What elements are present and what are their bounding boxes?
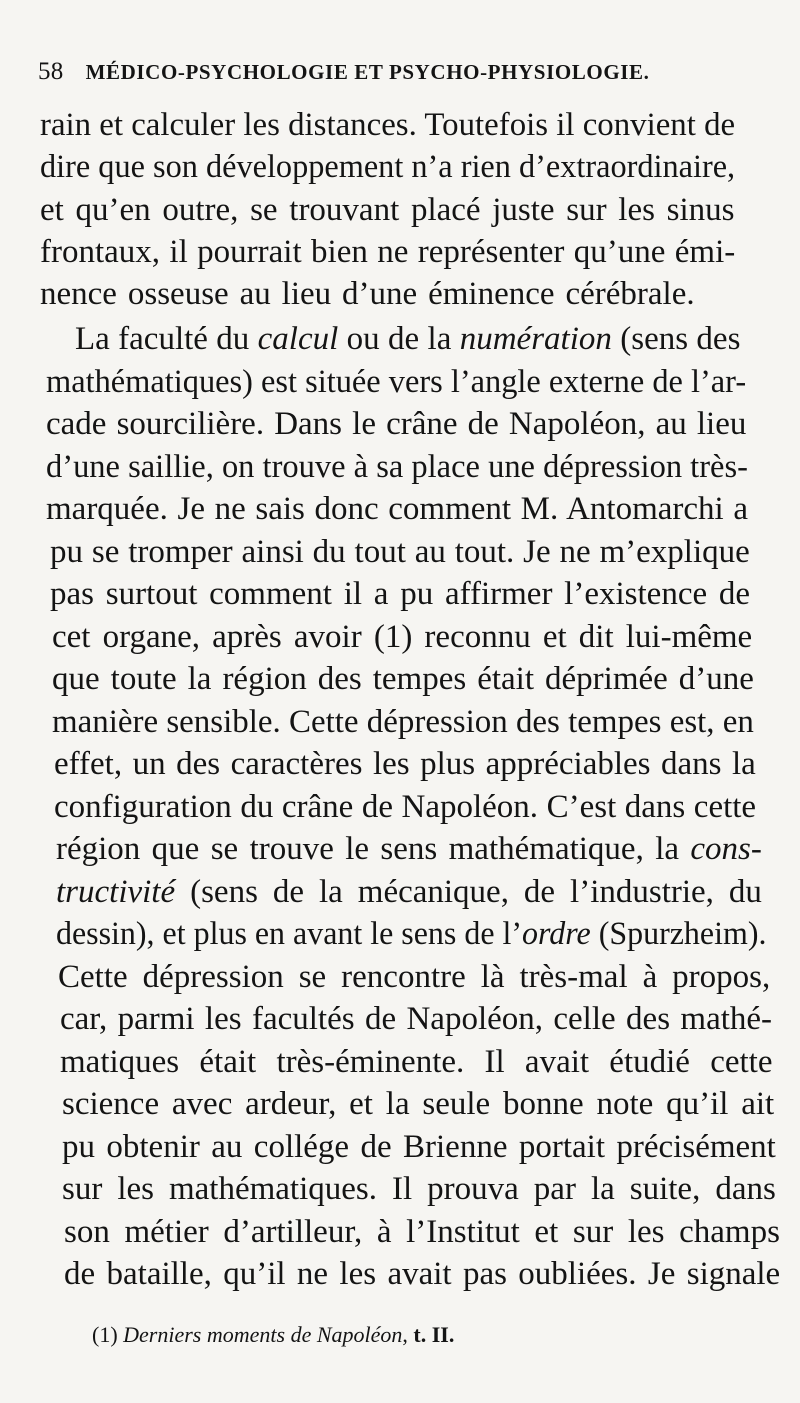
running-header — [38, 58, 738, 90]
italic-term: calcul — [257, 321, 339, 357]
text-line: La faculté du calcul ou de la numération (sens des — [75, 321, 741, 357]
text-line: son métier d’artilleur, à l’Institut et sur les champs — [64, 1214, 780, 1250]
footnote-mark: (1) — [92, 1322, 124, 1347]
footnote-ref: t. II. — [413, 1322, 455, 1347]
footnote-title: Derniers moments de Napoléon — [123, 1322, 403, 1347]
italic-term: ordre — [522, 916, 591, 952]
page-number: 58 — [38, 58, 64, 85]
text-line: d’une saillie, on trouve à sa place une dépression très- — [46, 449, 748, 485]
text-line: région que se trouve le sens mathématique, la cons- — [56, 831, 762, 867]
text-line: de bataille, qu’il ne les avait pas oubliées. Je signale — [64, 1256, 781, 1292]
text-line: manière sensible. Cette dépression des tempes est, en — [52, 704, 754, 740]
text-line: dessin), et plus en avant le sens de l’ordre (Spurzheim). — [56, 916, 767, 952]
italic-term: tructivité — [56, 874, 176, 910]
text-line: pas surtout comment il a pu affirmer l’existence de — [50, 576, 751, 612]
italic-term: cons- — [690, 831, 762, 867]
text-line: nence osseuse au lieu d’une éminence cérébrale. — [40, 276, 695, 312]
footnote: (1) Derniers moments de Napoléon, t. II. — [92, 1322, 455, 1347]
text-line: pu se tromper ainsi du tout au tout. Je ne m’explique — [50, 534, 750, 570]
text-line: Cette dépression se rencontre là très-mal à propos, — [58, 959, 771, 995]
text-line: marquée. Je ne sais donc comment M. Antomarchi a — [46, 491, 748, 527]
text-line: pu obtenir au collége de Brienne portait précisément — [62, 1129, 776, 1165]
italic-term: numération — [459, 321, 612, 357]
text-line: mathématiques) est située vers l’angle externe de l’ar- — [46, 364, 747, 400]
text-line: cet organe, après avoir (1) reconnu et dit lui-même — [52, 619, 753, 655]
text-line: dire que son développement n’a rien d’extraordinaire, — [40, 149, 736, 185]
text-line: que toute la région des tempes était déprimée d’une — [52, 661, 754, 697]
running-title: MÉDICO-PSYCHOLOGIE ET PSYCHO-PHYSIOLOGIE. — [85, 60, 650, 84]
text-line: et qu’en outre, se trouvant placé juste sur les sinus — [40, 192, 735, 228]
text-line: configuration du crâne de Napoléon. C’est dans cette — [54, 789, 757, 825]
text-line: car, parmi les facultés de Napoléon, celle des mathé- — [60, 1001, 773, 1037]
text-line: tructivité (sens de la mécanique, de l’industrie, du — [56, 874, 762, 910]
text-line: frontaux, il pourrait bien ne représenter qu’une émi- — [40, 234, 736, 270]
text-line: science avec ardeur, et la seule bonne note qu’il ait — [62, 1086, 775, 1122]
text-line: rain et calculer les distances. Toutefois il convient de — [40, 107, 736, 143]
text-line: sur les mathématiques. Il prouva par la suite, dans — [62, 1171, 776, 1207]
text-line: effet, un des caractères les plus appréciables dans la — [54, 746, 756, 782]
text-line: matiques était très-éminente. Il avait étudié cette — [60, 1044, 773, 1080]
text-line: cade sourcilière. Dans le crâne de Napoléon, au lieu — [46, 406, 747, 442]
